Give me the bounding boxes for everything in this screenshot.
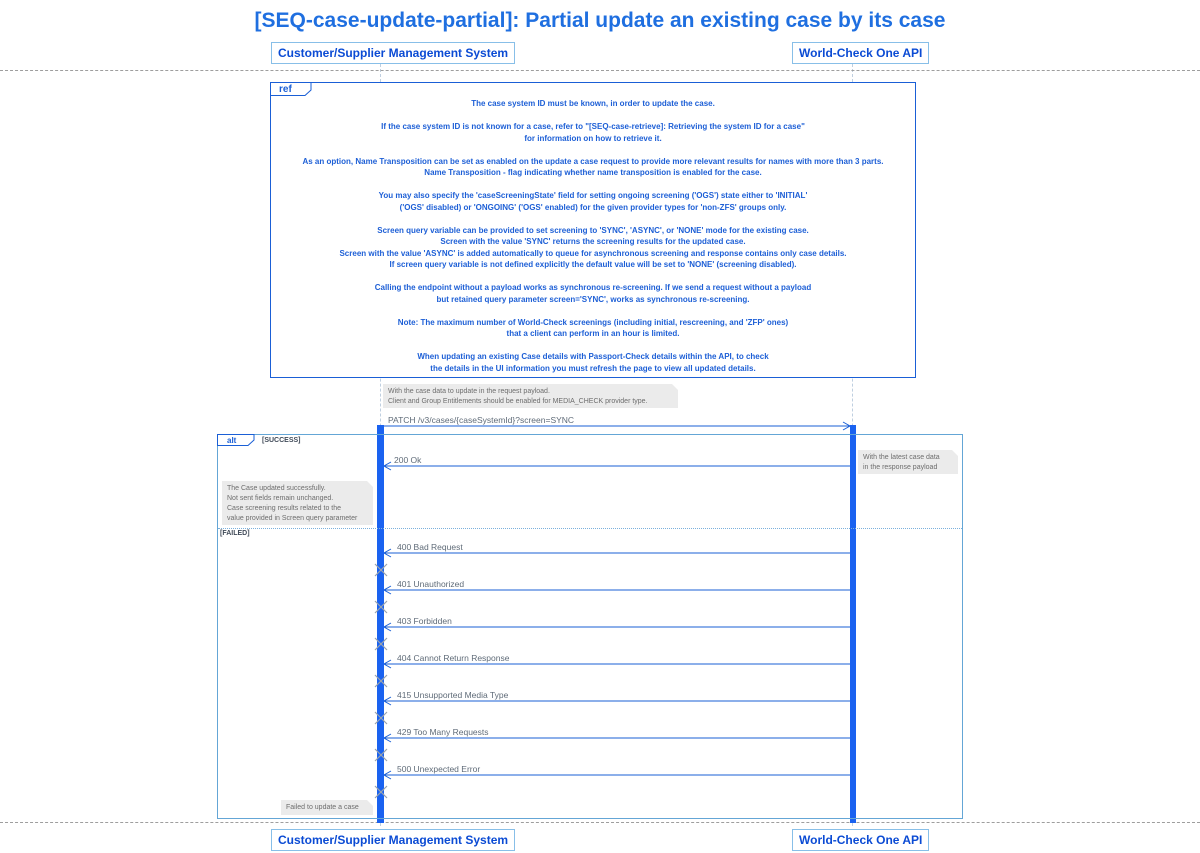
request-note: With the case data to update in the request payload. Client and Group Entitlements should be enabled for MEDIA_CHECK provider type. xyxy=(383,384,678,408)
error-response-arrow xyxy=(384,696,854,706)
participant-client-bottom: Customer/Supplier Management System xyxy=(271,829,515,851)
error-response-arrow xyxy=(384,770,854,780)
alt-tab-label: alt xyxy=(227,436,237,445)
error-response-label: 401 Unauthorized xyxy=(397,579,465,589)
error-response-label: 500 Unexpected Error xyxy=(397,764,481,774)
success-response-label: 200 Ok xyxy=(394,455,422,465)
failed-note: Failed to update a case xyxy=(281,800,373,815)
response-note: With the latest case data in the response payload xyxy=(858,450,958,474)
destroy-x-icon xyxy=(374,563,388,577)
error-response-arrow xyxy=(384,733,854,743)
participant-api-top: World-Check One API xyxy=(792,42,929,64)
ref-frame xyxy=(270,82,916,378)
destroy-x-icon xyxy=(374,748,388,762)
bottom-separator xyxy=(0,822,1200,823)
ref-description: The case system ID must be known, in order to update the case. If the case system ID is not known for a case, refer to "[SEQ-case-retrieve]: Retrieving the system ID for a case" for information on how to retrieve it. As an option, Name Transposition can be set as enabled on the update a case request to provide more relevant results for names with more than 3 parts. Name Transposition - flag indicating whether name transposition is enabled for the case. You may also specify the 'caseScreeningState' field for setting ongoing screening ('OGS') state either to 'INITIAL' ('OGS' disabled) or 'ONGOING' ('OGS' enabled) for the given provider types for 'non-ZFS' groups only. Screen query variable can be provided to set screening to 'SYNC', 'ASYNC', or 'NONE' mode for the existing case. Screen with the value 'SYNC' returns the screening results for the updated case. Screen with the value 'ASYNC' is added automatically to queue for asynchronous screening and response contains only case details. If screen query variable is not defined explicitly the default value will be set to 'NONE' (screening disabled). Calling the endpoint without a payload works as synchronous re-screening. If we send a request without a payload but retained query parameter screen='SYNC', works as synchronous re-screening. Note: The maximum number of World-Check screenings (including initial, rescreening, and 'ZFP' ones) that a client can perform in an hour is limited. When updating an existing Case details with Passport-Check details within the API, to check the details in the UI information you must refresh the page to view all updated details. xyxy=(302,99,884,373)
else-divider xyxy=(218,528,962,529)
destroy-x-icon xyxy=(374,637,388,651)
error-response-label: 404 Cannot Return Response xyxy=(397,653,510,663)
participant-api-bottom: World-Check One API xyxy=(792,829,929,851)
error-response-arrow xyxy=(384,659,854,669)
error-response-arrow xyxy=(384,548,854,558)
failed-guard: [FAILED] xyxy=(220,530,250,537)
destroy-x-icon xyxy=(374,785,388,799)
response-note-fold xyxy=(951,449,959,457)
error-response-arrow xyxy=(384,585,854,595)
request-note-fold xyxy=(671,383,679,391)
success-note-fold xyxy=(366,480,374,488)
destroy-x-icon xyxy=(374,600,388,614)
success-note: The Case updated successfully. Not sent fields remain unchanged. Case screening results related to the value provided in Screen query parameter xyxy=(222,481,373,525)
ref-tab-label: ref xyxy=(279,84,292,95)
success-response-arrow xyxy=(384,461,854,471)
error-response-label: 403 Forbidden xyxy=(397,616,452,626)
success-guard: [SUCCESS] xyxy=(262,437,301,444)
diagram-title: [SEQ-case-update-partial]: Partial update an existing case by its case xyxy=(254,9,946,32)
destroy-x-icon xyxy=(374,674,388,688)
request-arrow xyxy=(384,421,854,431)
top-separator xyxy=(0,70,1200,71)
participant-client-top: Customer/Supplier Management System xyxy=(271,42,515,64)
error-response-label: 415 Unsupported Media Type xyxy=(397,690,509,700)
failed-note-fold xyxy=(366,799,374,807)
error-response-arrow xyxy=(384,622,854,632)
error-response-label: 400 Bad Request xyxy=(397,542,463,552)
request-message-label: PATCH /v3/cases/{caseSystemId}?screen=SYNC xyxy=(388,415,575,425)
error-response-label: 429 Too Many Requests xyxy=(397,727,489,737)
destroy-x-icon xyxy=(374,711,388,725)
